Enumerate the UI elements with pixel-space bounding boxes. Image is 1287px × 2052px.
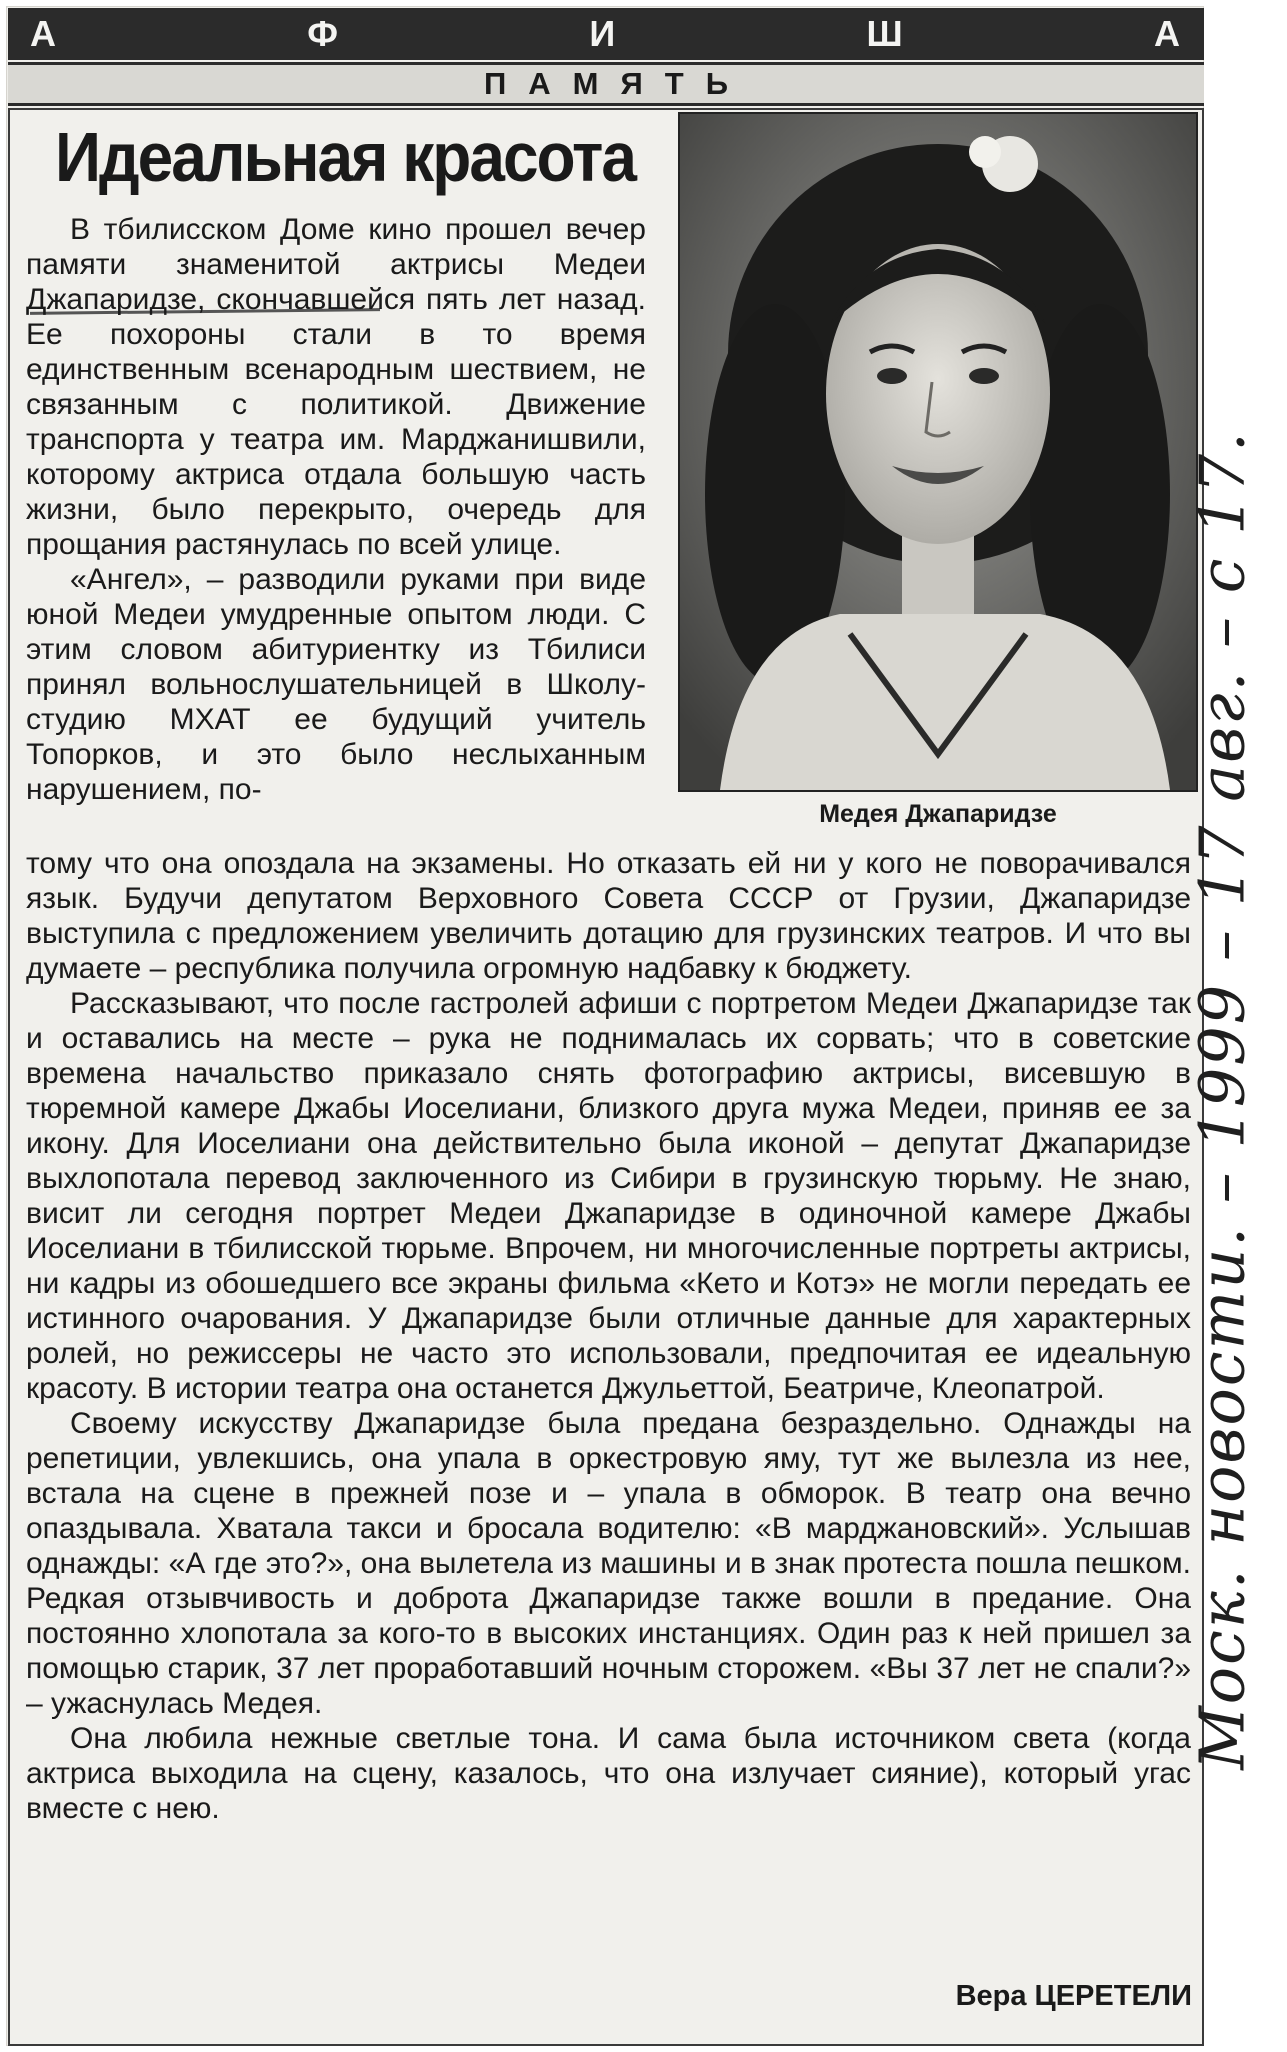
handwritten-source-note: Моск. новости. – 1999 – 17 авг. – с 17. (1185, 430, 1259, 1770)
article-column (26, 212, 646, 807)
paragraph: Она любила нежные светлые тона. И сама была источником света (когда актриса выходила на сцену, казалось, что она излучает сияние), который угас вместе с нею. (26, 1722, 1191, 1825)
paragraph: «Ангел», – разводили руками при виде юной Медеи умудренные опытом люди. С этим словом абитуриентку из Тбилиси принял вольнослушательницей в Школу-студию МХАТ ее будущий учитель Топорков, и это было неслыханным нарушением, по- (26, 563, 646, 806)
author-signature: Вера ЦЕРЕТЕЛИ (955, 1980, 1192, 2012)
article-title: Идеальная красота (55, 118, 635, 196)
rubric-letter: А (1153, 13, 1182, 54)
rubric-letter: Ф (307, 13, 341, 54)
rubric-bar (8, 8, 1204, 60)
rubric-letter: И (589, 13, 618, 54)
section-title: ПАМЯТЬ (484, 66, 750, 101)
portrait-image (680, 114, 1196, 790)
paragraph: Рассказывают, что после гастролей афиши с портретом Медеи Джапаридзе так и оставались на месте – рука не поднималась их сорвать; что в советские времена начальство приказало снять фотографию актрисы, висевшую в тюремной камере Джабы Иоселиани, близкого друга мужа Медеи, приняв ее за икону. Для Иоселиани она действительно была иконой – депутат Джапаридзе выхлопотала перевод заключенного из Сибири в грузинскую тюрьму. Не знаю, висит ли сегодня портрет Медеи Джапаридзе в одиночной камере Джабы Иоселиани в тбилисской тюрьме. Впрочем, ни многочисленные портреты актрисы, ни кадры из обошедшего все экраны фильма «Кето и Котэ» не могли передать ее истинного очарования. У Джапаридзе были отличные данные для характерных ролей, но режиссеры не часто это использовали, предпочитая ее идеальную красоту. В истории театра она останется Джульеттой, Беатриче, Клеопатрой. (26, 987, 1191, 1405)
rubric-letter: Ш (866, 13, 905, 54)
section-header (8, 62, 1204, 106)
photo-caption: Медея Джапаридзе (819, 800, 1057, 828)
paragraph: Своему искусству Джапаридзе была предана безраздельно. Однажды на репетиции, увлекшись, она упала в оркестровую яму, тут же вылезла из нее, встала на сцене в прежней позе и – упала в обморок. В театр она вечно опаздывала. Хватала такси и бросала водителю: «В марджановский». Услышав однажды: «А где это?», она вылетела из машины и в знак протеста пошла пешком. Редкая отзывчивость и доброта Джапаридзе также вошли в предание. Она постоянно хлопотала за кого-то в высоких инстанциях. Один раз к ней пришел за помощью старик, 37 лет проработавший ночным сторожем. «Вы 37 лет не спали?» – ужаснулась Медея. (26, 1407, 1191, 1720)
paragraph: тому что она опоздала на экзамены. Но отказать ей ни у кого не поворачивался язык. Будучи депутатом Верховного Совета СССР от Грузии, Джапаридзе выступила с предложением увеличить дотацию для грузинских театров. И что вы думаете – республика получила огромную надбавку к бюджету. (26, 847, 1191, 985)
paragraph: В тбилисском Доме кино прошел вечер памяти знаменитой актрисы Медеи Джапаридзе, скончавшейся пять лет назад. Ее похороны стали в то время единственным всенародным шествием, не связанным с политикой. Движение транспорта у театра им. Марджанишвили, которому актриса отдала большую часть жизни, было перекрыто, очередь для прощания растянулась по всей улице. (26, 213, 646, 561)
rubric-letter: А (30, 13, 58, 54)
article-body (26, 846, 1191, 1826)
portrait-photo (678, 112, 1198, 792)
